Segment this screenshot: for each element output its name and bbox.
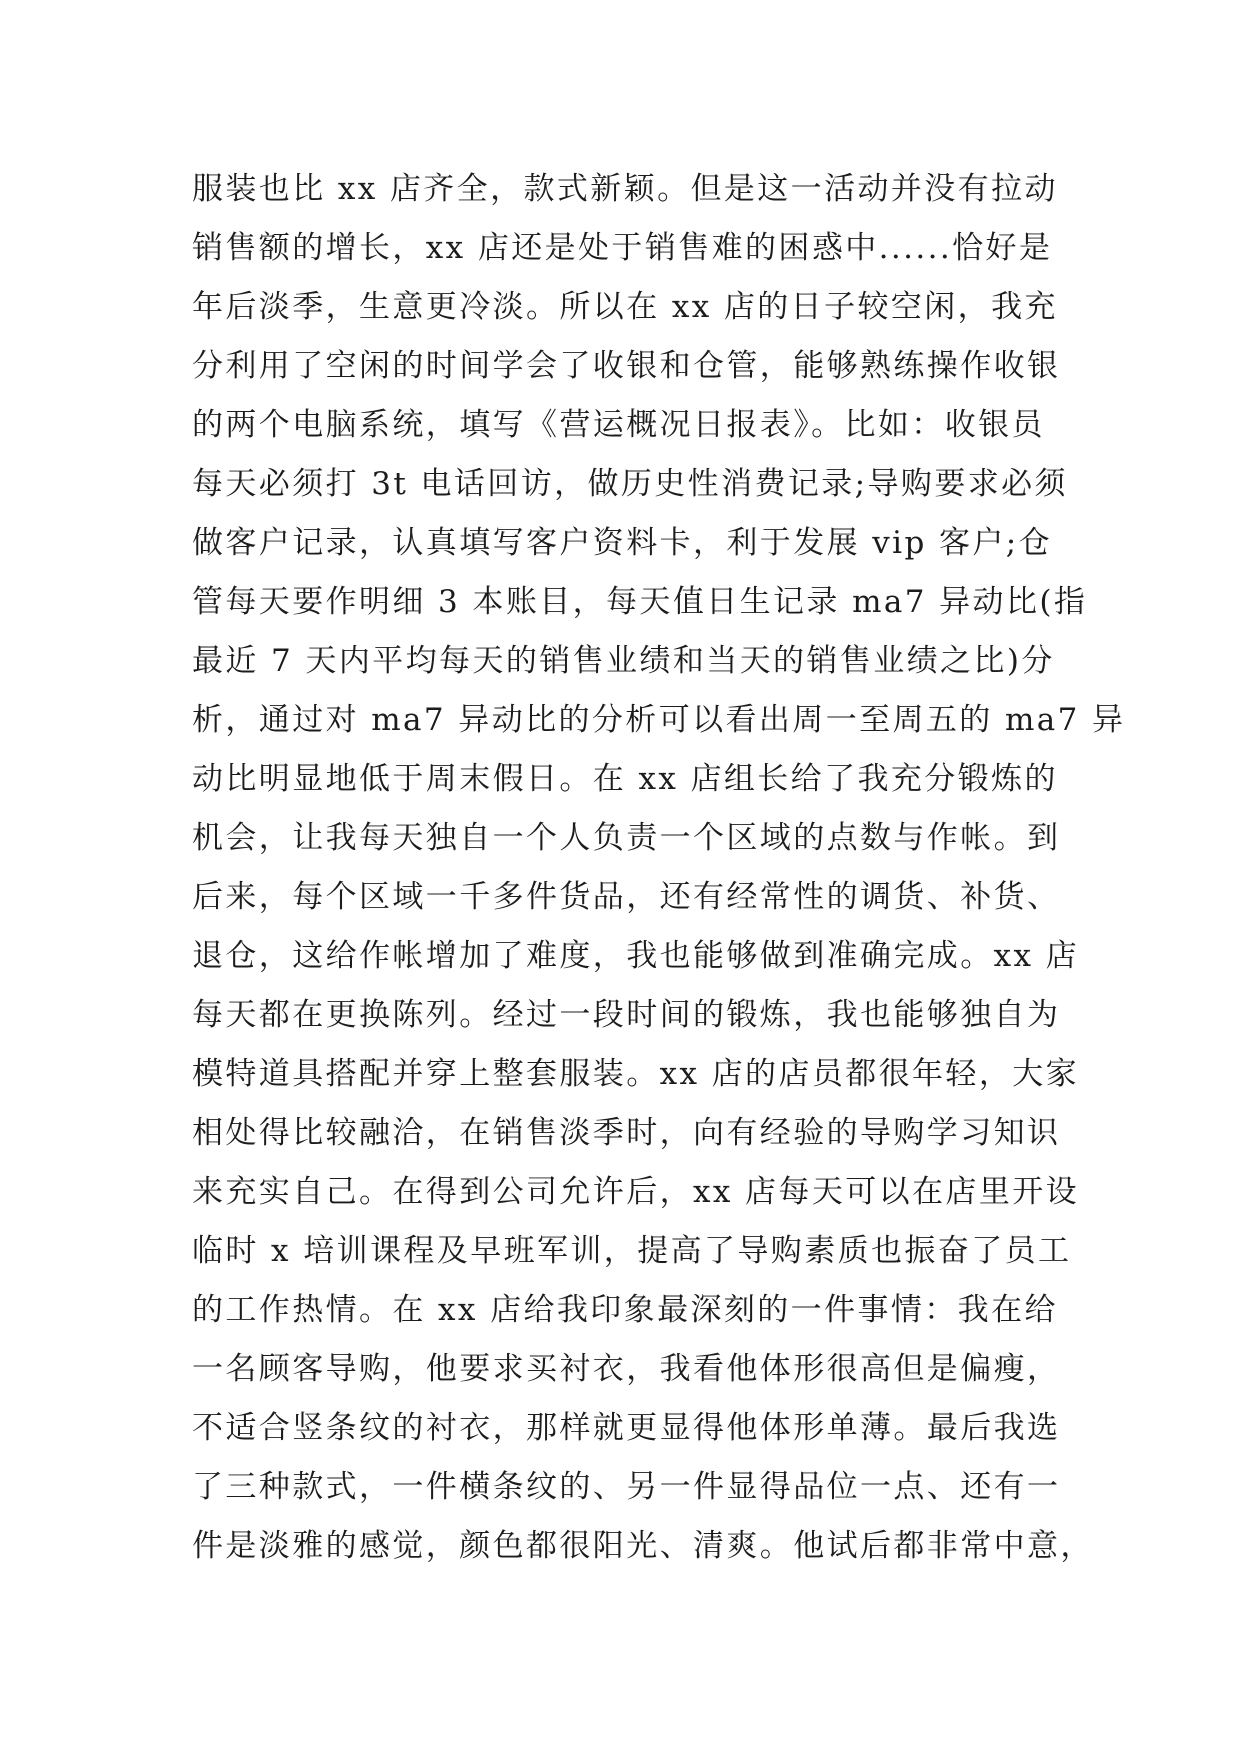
text-line: 一名顾客导购，他要求买衬衣，我看他体形很高但是偏瘦， <box>192 1351 1061 1387</box>
text-line: 的工作热情。在 xx 店给我印象最深刻的一件事情：我在给 <box>192 1292 1058 1328</box>
text-line: 服装也比 xx 店齐全，款式新颖。但是这一活动并没有拉动 <box>192 171 1058 207</box>
text-line: 年后淡季，生意更冷淡。所以在 xx 店的日子较空闲，我充 <box>192 289 1058 325</box>
text-line: 件是淡雅的感觉，颜色都很阳光、清爽。他试后都非常中意， <box>192 1528 1094 1564</box>
body-text <box>192 160 1126 1576</box>
text-line: 机会，让我每天独自一个人负责一个区域的点数与作帐。到 <box>192 820 1061 856</box>
text-line: 析，通过对 ma7 异动比的分析可以看出周一至周五的 ma7 异 <box>192 702 1126 738</box>
text-line: 相处得比较融洽，在销售淡季时，向有经验的导购学习知识 <box>192 1115 1061 1151</box>
text-line: 销售额的增长，xx 店还是处于销售难的困惑中......恰好是 <box>192 230 1053 266</box>
text-line: 了三种款式，一件横条纹的、另一件显得品位一点、还有一 <box>192 1469 1061 1505</box>
text-line: 来充实自己。在得到公司允许后，xx 店每天可以在店里开设 <box>192 1174 1080 1210</box>
text-line: 动比明显地低于周末假日。在 xx 店组长给了我充分锻炼的 <box>192 761 1058 797</box>
text-line: 退仓，这给作帐增加了难度，我也能够做到准确完成。xx 店 <box>192 938 1080 974</box>
text-line: 后来，每个区域一千多件货品，还有经常性的调货、补货、 <box>192 879 1061 915</box>
text-line: 最近 7 天内平均每天的销售业绩和当天的销售业绩之比)分 <box>192 643 1055 679</box>
text-line: 的两个电脑系统，填写《营运概况日报表》。比如：收银员 <box>192 407 1045 443</box>
text-line: 不适合竖条纹的衬衣，那样就更显得他体形单薄。最后我选 <box>192 1410 1061 1446</box>
text-line: 模特道具搭配并穿上整套服装。xx 店的店员都很年轻，大家 <box>192 1056 1080 1092</box>
text-line: 分利用了空闲的时间学会了收银和仓管，能够熟练操作收银 <box>192 348 1061 384</box>
text-line: 每天必须打 3t 电话回访，做历史性消费记录;导购要求必须 <box>192 466 1068 502</box>
text-line: 每天都在更换陈列。经过一段时间的锻炼，我也能够独自为 <box>192 997 1061 1033</box>
text-line: 做客户记录，认真填写客户资料卡，利于发展 vip 客户;仓 <box>192 525 1053 561</box>
text-line: 管每天要作明细 3 本账目，每天值日生记录 ma7 异动比(指 <box>192 584 1088 620</box>
text-line: 临时 x 培训课程及早班军训，提高了导购素质也振奋了员工 <box>192 1233 1072 1269</box>
